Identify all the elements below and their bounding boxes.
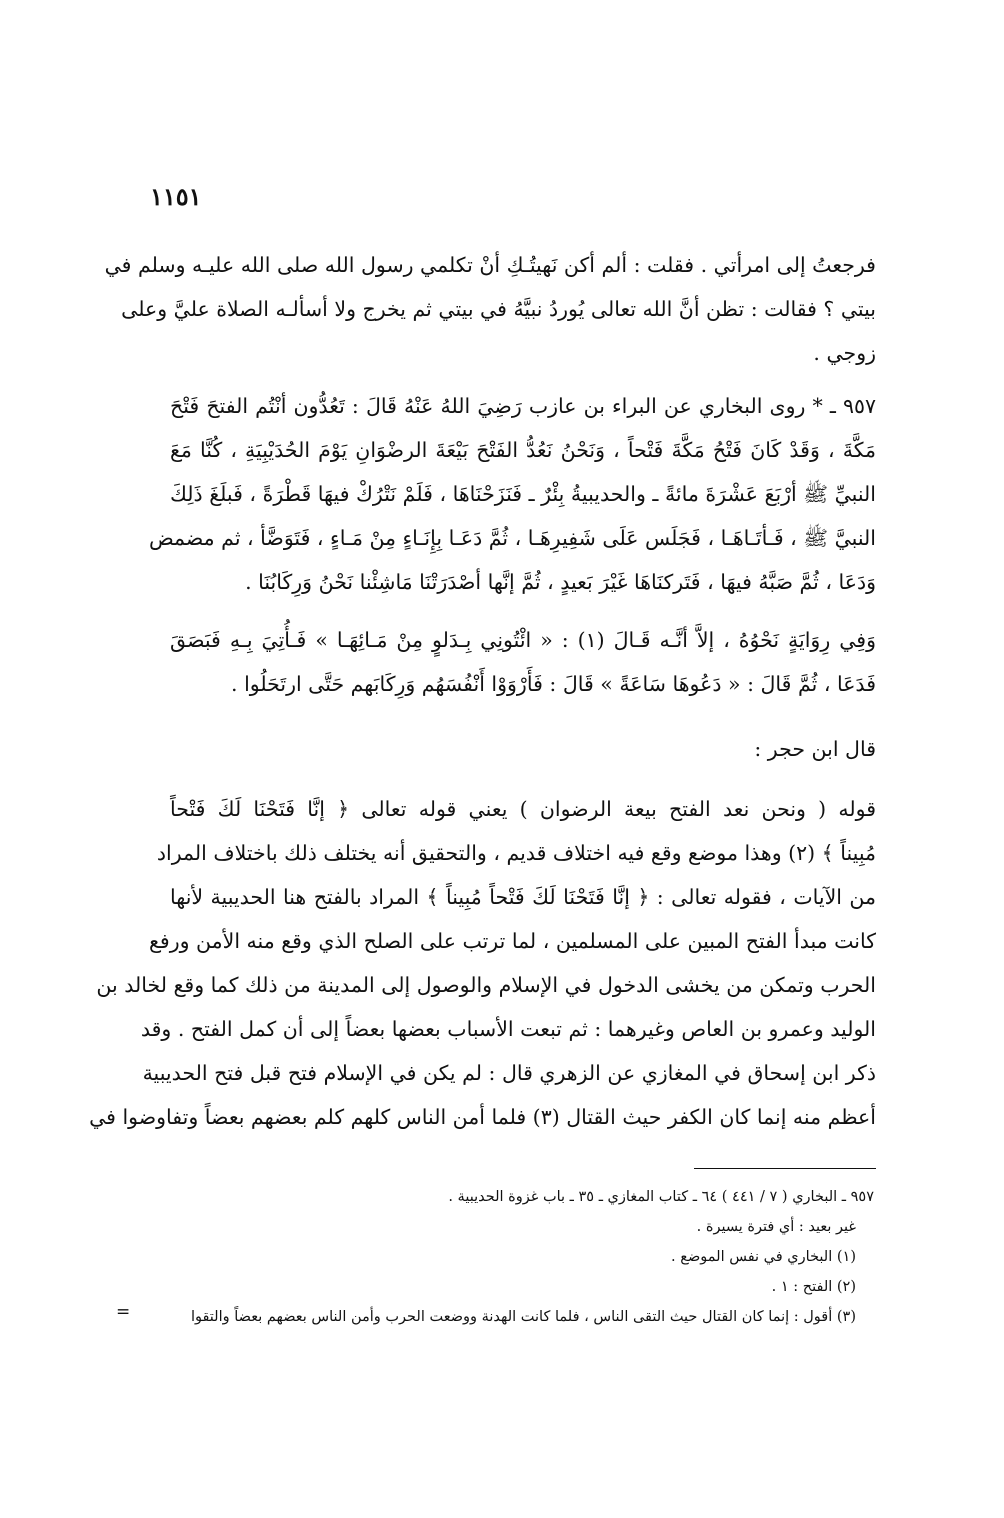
text-line: مَكَّةَ ، وَقَدْ كَانَ فَتْحُ مَكَّةَ فَتْحاً ، وَنَحْنُ نَعُدُّ الفَتْحَ بَيْعَةَ الرضْوَانِ يَوْمَ الحُدَيْبِيَةِ ، كُنَّا مَعَ: [170, 438, 876, 462]
footnote: (١) البخاري في نفس الموضع .: [671, 1249, 856, 1265]
footnote: (٢) الفتح : ١ .: [771, 1279, 856, 1295]
section-heading: قال ابن حجر :: [754, 737, 876, 761]
footnote: (٣) أقول : إنما كان القتال حيث التقى الناس ، فلما كانت الهدنة ووضعت الحرب وأمن الناس بعضهم بعضاً والتقوا: [190, 1309, 856, 1325]
paragraph-hadith-957: [148, 394, 876, 614]
text-line: كانت مبدأ الفتح المبين على المسلمين ، لما ترتب على الصلح الذي وقع منه الأمن ورفع: [149, 929, 876, 953]
continuation-mark: =: [116, 1302, 131, 1322]
text-line: بيتي ؟ فقالت : تظن أنَّ الله تعالى يُوردُ نبيَّهُ في بيتي ثم يخرج ولا أسألـه الصلاة عليَّ وعلى: [121, 297, 876, 321]
text-line: قوله ( ونحن نعد الفتح بيعة الرضوان ) يعني قوله تعالى ﴿ إنَّا فَتَحْنَا لَكَ فَتْحاً: [170, 797, 876, 821]
text-line: أعظم منه إنما كان الكفر حيث القتال (٣) فلما أمن الناس كلهم كلم بعضهم بعضاً وتفاوضوا في: [89, 1105, 876, 1129]
text-line: وَفِي رِوَايَةٍ نَحْوُهُ ، إلاَّ أنَّـه قَـالَ (١) : « ائْتُونِي بِـدَلوٍ مِنْ مَـائِهَـا » فَـأُتِيَ بِـهِ فَبَصَقَ: [170, 628, 876, 652]
text-line: الوليد وعمرو بن العاص وغيرهما : ثم تبعت الأسباب بعضها بعضاً إلى أن كمل الفتح . وقد: [140, 1017, 876, 1041]
text-line: من الآيات ، فقوله تعالى : ﴿ إنَّا فَتَحْنَا لَكَ فَتْحاً مُبِيناً ﴾ المراد بالفتح هنا الحديبية لأنها: [170, 885, 876, 909]
paragraph-riwaya: [170, 628, 876, 716]
footnote-divider: [694, 1168, 876, 1169]
text-line: الحرب وتمكن من يخشى الدخول في الإسلام والوصول إلى المدينة من ذلك كما وقع لخالد بن: [96, 973, 876, 997]
footnote: غير بعيد : أي فترة يسيرة .: [696, 1219, 856, 1235]
text-line: فَدَعَا ، ثُمَّ قَالَ : « دَعُوهَا سَاعَةً » قَالَ : فَأَرْوَوْا أَنْفُسَهُم وَرِكَابَهم حَتَّى ارتَحَلُوا .: [231, 672, 876, 696]
text-line: ٩٥٧ ـ * روى البخاري عن البراء بن عازب رَضِيَ اللهُ عَنْهُ قَالَ : تَعُدُّون أنْتُم الفتحَ فَتْحَ: [170, 394, 876, 418]
text-line: زوجي .: [813, 341, 876, 365]
text-line: ذكر ابن إسحاق في المغازي عن الزهري قال : لم يكن في الإسلام فتح قبل فتح الحديبية: [142, 1061, 876, 1085]
text-line: وَدَعَا ، ثُمَّ صَبَّهُ فيهَا ، فَتَركنَاهَا غَيْرَ بَعيدٍ ، ثُمَّ إنَّها أصْدَرَتْنَا مَاشِئْنا نَحْنُ وَرِكَابُنَا .: [245, 570, 876, 594]
paragraph-commentary: [89, 797, 876, 1149]
footnotes: [140, 1182, 874, 1332]
text-line: مُبِيناً ﴾ (٢) وهذا موضع وقع فيه اختلاف قديم ، والتحقيق أنه يختلف ذلك باختلاف المراد: [156, 841, 876, 865]
text-line: النبيِّ ﷺ أرْبَعَ عَشْرَةَ مائةً ـ والحديبيةُ بِئْرٌ ـ فَنَزَحْنَاهَا ، فَلَمْ نَتْرُكْ فيهَا قَطْرَةً ، فَبلَغَ ذَلِكَ: [170, 482, 876, 506]
text-line: النبيَّ ﷺ ، فَـأتَـاهَـا ، فَجَلَس عَلَى شَفِيرِهَـا ، ثُمَّ دَعَـا بِإِنَـاءٍ مِنْ مَـاءٍ ، فَتَوَضَّأ ، ثم مضمض: [148, 526, 876, 550]
footnote: ٩٥٧ ـ البخاري ( ٧ / ٤٤١ ) ٦٤ ـ كتاب المغازي ـ ٣٥ ـ باب غزوة الحديبية .: [448, 1189, 874, 1205]
page-number: ١١٥١: [150, 182, 202, 211]
text-line: فرجعتُ إلى امرأتي . فقلت : ألم أكن نَهيتُـكِ أنْ تكلمي رسول الله صلى الله عليـه وسلم في: [104, 253, 876, 277]
paragraph-1: [104, 253, 876, 385]
